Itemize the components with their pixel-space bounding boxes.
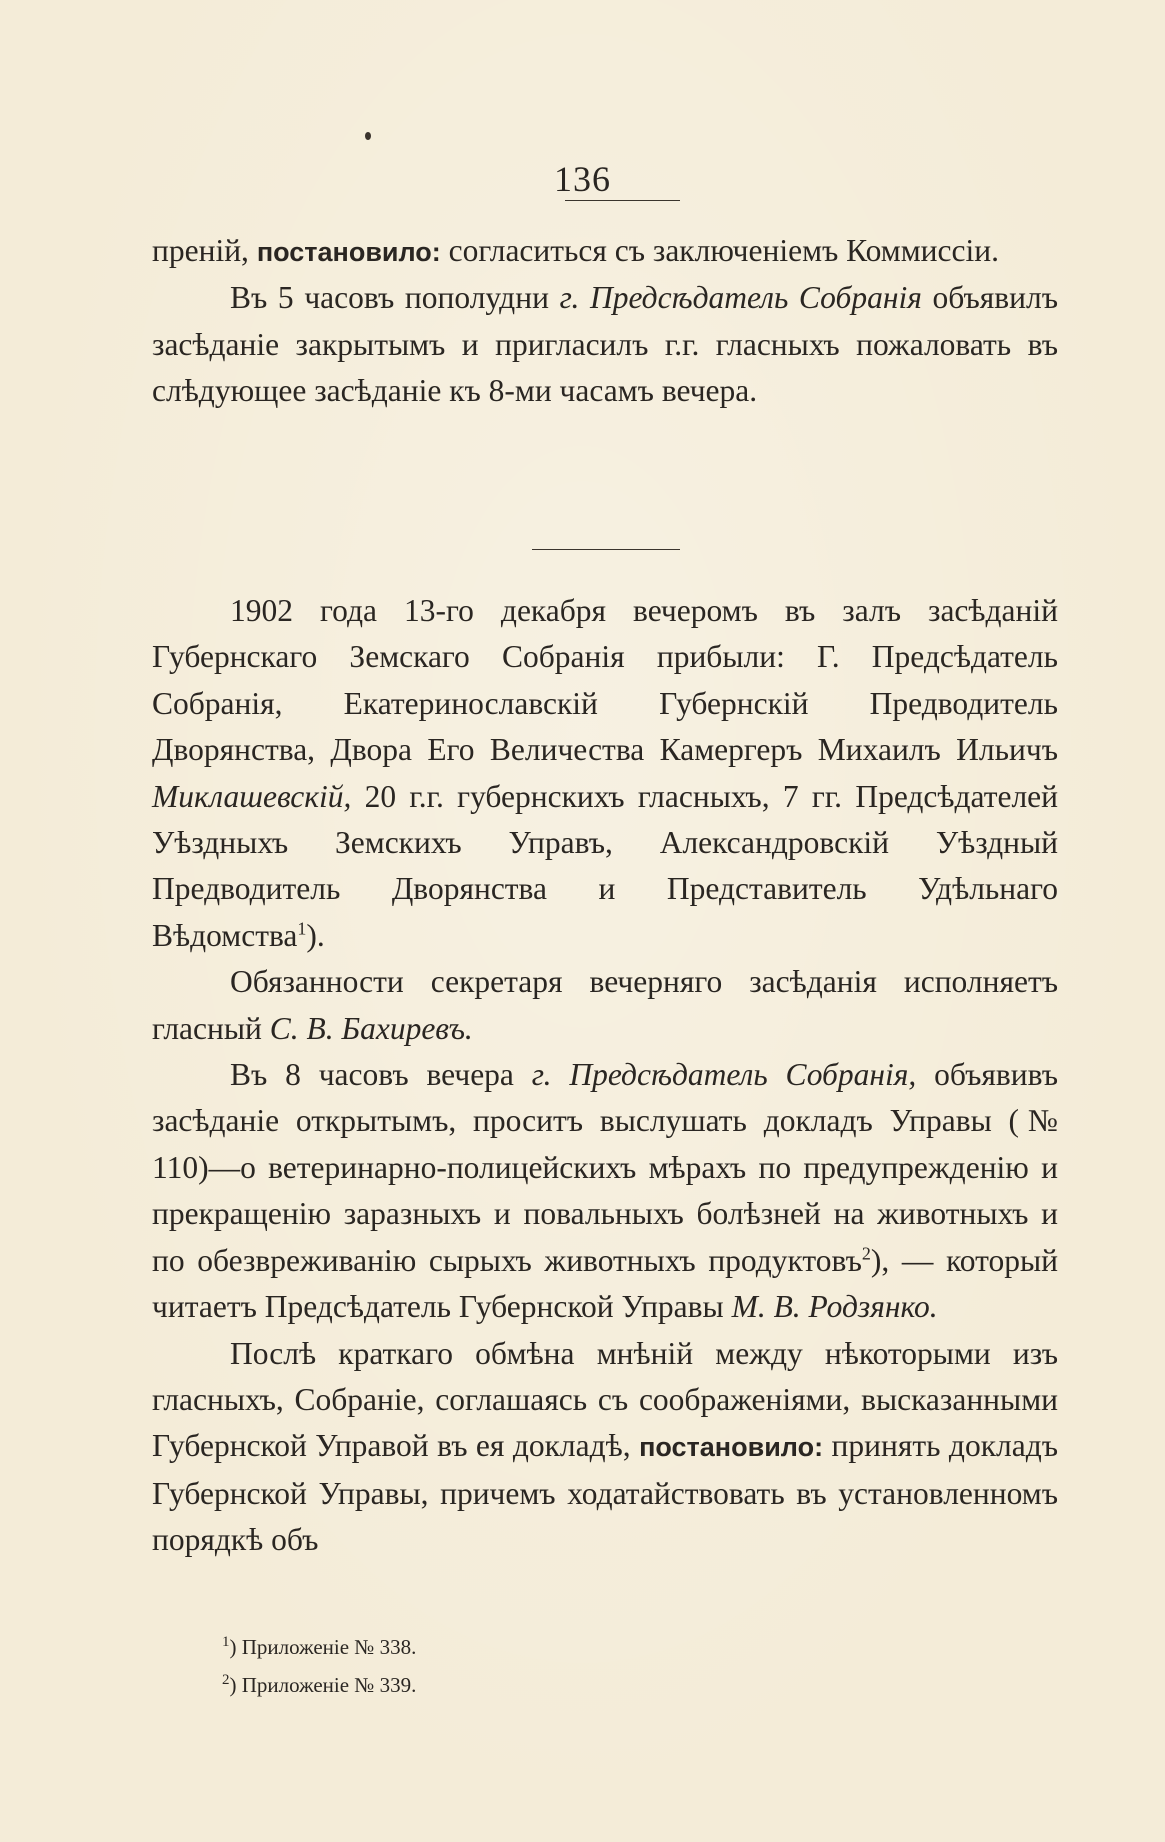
text-block-main <box>152 588 1058 1564</box>
header-rule <box>565 200 680 201</box>
footnote-ref: 2 <box>861 1243 871 1264</box>
text-run: объявилъ засѣданіе закрытымъ и пригласилъ г.г. гласныхъ пожаловать въ слѣдующее засѣданіе къ 8-ми часамъ вечера. <box>152 280 1059 409</box>
text-run: Въ 8 часовъ вечера <box>230 1057 514 1093</box>
section-divider <box>532 549 680 550</box>
text-run: ), — который читаетъ Предсѣдатель Губернской Управы <box>152 1242 1058 1325</box>
ink-speck <box>365 132 371 140</box>
footnotes <box>222 1628 416 1704</box>
footnote-text: ) Приложеніе № 339. <box>229 1673 417 1697</box>
footnote-mark: 1 <box>222 1634 230 1650</box>
text-run: преній, <box>152 233 249 268</box>
footnote <box>222 1628 416 1666</box>
text-run: принять докладъ Губернской Управы, причемъ ходатайствовать въ установленномъ порядкѣ объ <box>152 1428 1059 1558</box>
text-run: Въ 5 часовъ пополудни <box>230 280 549 316</box>
text-run: согласиться съ заключеніемъ Коммиссіи. <box>448 233 999 268</box>
italic-chairman: г. Предсѣдатель Собранія, <box>531 1057 917 1093</box>
paragraph-adjournment <box>152 275 1058 414</box>
paragraph-report <box>152 1052 1058 1330</box>
text-run: объявивъ засѣданіе открытымъ, проситъ выслушать докладъ Управы (№ 110)—о ветеринарно-полицейскихъ мѣрахъ по предупрежденію и прекращенію заразныхъ и повальныхъ болѣзней на животныхъ и по обезвреживанію сырыхъ животныхъ продуктовъ <box>152 1057 1059 1278</box>
page-number: 136 <box>554 159 611 199</box>
footnote-text: ) Приложеніе № 338. <box>229 1635 417 1659</box>
paragraph-decision <box>152 1331 1058 1564</box>
text-run: Послѣ краткаго обмѣна мнѣній между нѣкоторыми изъ гласныхъ, Собраніе, соглашаясь съ соображеніями, высказанными Губернской Управой въ ея докладѣ, <box>152 1335 1058 1464</box>
text-block-top <box>152 228 1058 415</box>
italic-secretary: С. В. Бахиревъ. <box>269 1010 473 1046</box>
keyword-resolved: постановило: <box>256 237 441 267</box>
text-run: 20 г.г. губернскихъ гласныхъ, 7 гг. Предсѣдателей Уѣздныхъ Земскихъ Управъ, Александровскій Уѣздный Предводитель Дворянства и Представитель Удѣльнаго Вѣдомства <box>152 778 1059 953</box>
italic-reader: М. В. Родзянко. <box>731 1289 938 1325</box>
footnote-ref: 1 <box>297 918 307 939</box>
text-run: 1902 года 13-го декабря вечеромъ въ залъ засѣданій Губернскаго Земскаго Собранія прибыли: Г. Предсѣдатель Собранія, Екатеринославскій Губернскій Предводитель Дворянства, Двора Его Величества Камергеръ Михаилъ Ильичъ <box>152 593 1058 768</box>
italic-name: Миклашевскій, <box>152 778 352 814</box>
keyword-resolved: постановило: <box>639 1432 824 1463</box>
text-run: ). <box>306 917 325 953</box>
paragraph-resolution <box>152 228 1058 275</box>
footnote <box>222 1666 416 1704</box>
paragraph-session-opening <box>152 588 1058 959</box>
italic-chairman: г. Предсѣдатель Собранія <box>559 280 922 316</box>
paragraph-secretary <box>152 959 1058 1052</box>
footnote-mark: 2 <box>222 1672 230 1688</box>
text-run: Обязанности секретаря вечерняго засѣданія исполняетъ гласный <box>152 964 1058 1046</box>
